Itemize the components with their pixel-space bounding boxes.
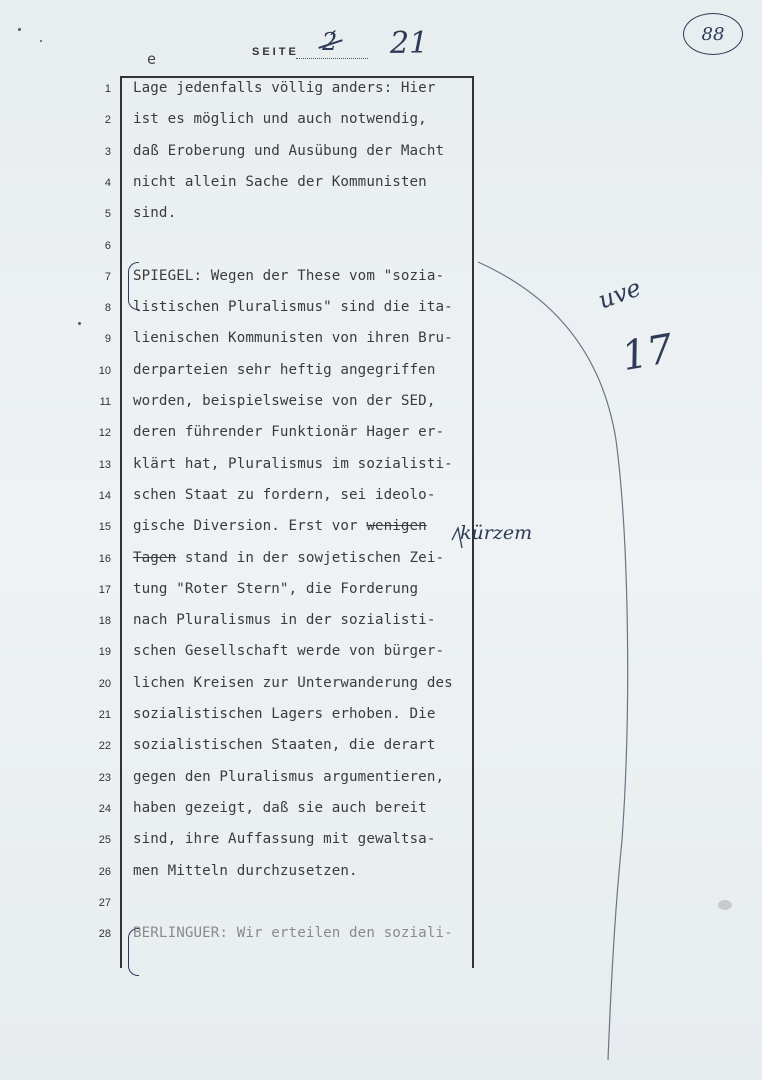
circled-page-number: 88 [683, 13, 743, 55]
line-text: lienischen Kommunisten von ihren Bru- [133, 330, 453, 347]
line-text: nach Pluralismus in der sozialisti- [133, 612, 436, 629]
line-text: schen Gesellschaft werde von bürger- [133, 643, 445, 660]
line-text: men Mitteln durchzusetzen. [133, 862, 358, 879]
paper-speck [718, 900, 732, 910]
line-number: 15 [98, 521, 111, 534]
line-text: daß Eroberung und Ausübung der Macht [133, 142, 445, 159]
margin-curve-line [478, 262, 628, 1060]
line-text: derparteien sehr heftig angegriffen [133, 361, 436, 378]
line-number: 20 [98, 677, 111, 690]
line-text: gegen den Pluralismus argumentieren, [133, 768, 445, 785]
line-number: 24 [98, 802, 111, 815]
seite-label: SEITE [252, 46, 299, 58]
line-number: 4 [104, 176, 111, 189]
paper-speck [18, 28, 21, 31]
line-text: haben gezeigt, daß sie auch bereit [133, 799, 427, 816]
line-number: 11 [99, 396, 111, 408]
line-number: 23 [98, 771, 111, 784]
line-text: worden, beispielsweise von der SED, [133, 393, 436, 409]
line-number: 6 [104, 239, 111, 252]
line-number: 5 [104, 208, 111, 221]
line-number: 17 [98, 583, 111, 596]
insert-tick-mark [452, 528, 462, 548]
line-number: 10 [98, 364, 111, 377]
line-text: Lage jedenfalls völlig anders: Hier [133, 80, 436, 96]
header-letter: e [147, 50, 157, 68]
line-number: 27 [98, 896, 111, 909]
line-text: ist es möglich und auch notwendig, [133, 111, 427, 128]
line-number: 3 [104, 145, 111, 158]
line-number: 12 [98, 427, 111, 440]
line-number: 26 [98, 865, 111, 878]
line-text: schen Staat zu fordern, sei ideolo- [133, 486, 436, 503]
line-number: 16 [98, 552, 111, 565]
line-text: deren führender Funktionär Hager er- [133, 424, 445, 441]
margin-number: 17 [618, 325, 677, 381]
line-text: sozialistischen Staaten, die derart [133, 737, 436, 754]
line-text: sind. [133, 205, 177, 222]
line-number: 8 [104, 302, 111, 315]
margin-initials: uve [594, 273, 645, 315]
line-text: stand in der sowjetischen Zei- [176, 549, 445, 566]
line-text: nicht allein Sache der Kommunisten [133, 173, 427, 190]
line-text: BERLINGUER: Wir erteilen den soziali- [133, 925, 453, 942]
handwritten-page-number: 21 [390, 26, 429, 61]
line-number: 18 [98, 615, 111, 628]
line-number: 9 [104, 333, 111, 346]
line-number: 2 [104, 114, 111, 127]
line-text: tung "Roter Stern", die Forderung [133, 580, 419, 597]
line-text: gische Diversion. Erst vor [133, 518, 367, 535]
line-number: 14 [98, 489, 111, 502]
line-number: 13 [98, 458, 111, 471]
handwritten-insert-word: kürzem [460, 522, 533, 544]
struck-word: wenigen [366, 518, 427, 535]
line-number: 21 [98, 709, 111, 721]
paper-speck [78, 322, 81, 325]
line-text: klärt hat, Pluralismus im sozialisti- [133, 455, 453, 472]
line-text: sozialistischen Lagers erhoben. Die [133, 706, 436, 722]
line-number: 25 [98, 834, 111, 847]
paper-speck [40, 40, 42, 42]
line-number: 1 [104, 83, 111, 95]
line-text: listischen Pluralismus" sind die ita- [133, 299, 453, 316]
line-text: sind, ihre Auffassung mit gewaltsa- [133, 831, 436, 848]
line-text: SPIEGEL: Wegen der These vom "sozia- [133, 267, 445, 284]
line-number: 28 [98, 928, 111, 941]
line-number: 22 [98, 740, 111, 753]
line-number: 19 [98, 646, 111, 659]
struck-word: Tagen [133, 549, 177, 566]
line-text: lichen Kreisen zur Unterwanderung des [133, 674, 453, 691]
struck-page-number: 2́ [322, 28, 338, 56]
line-number: 7 [104, 270, 111, 283]
